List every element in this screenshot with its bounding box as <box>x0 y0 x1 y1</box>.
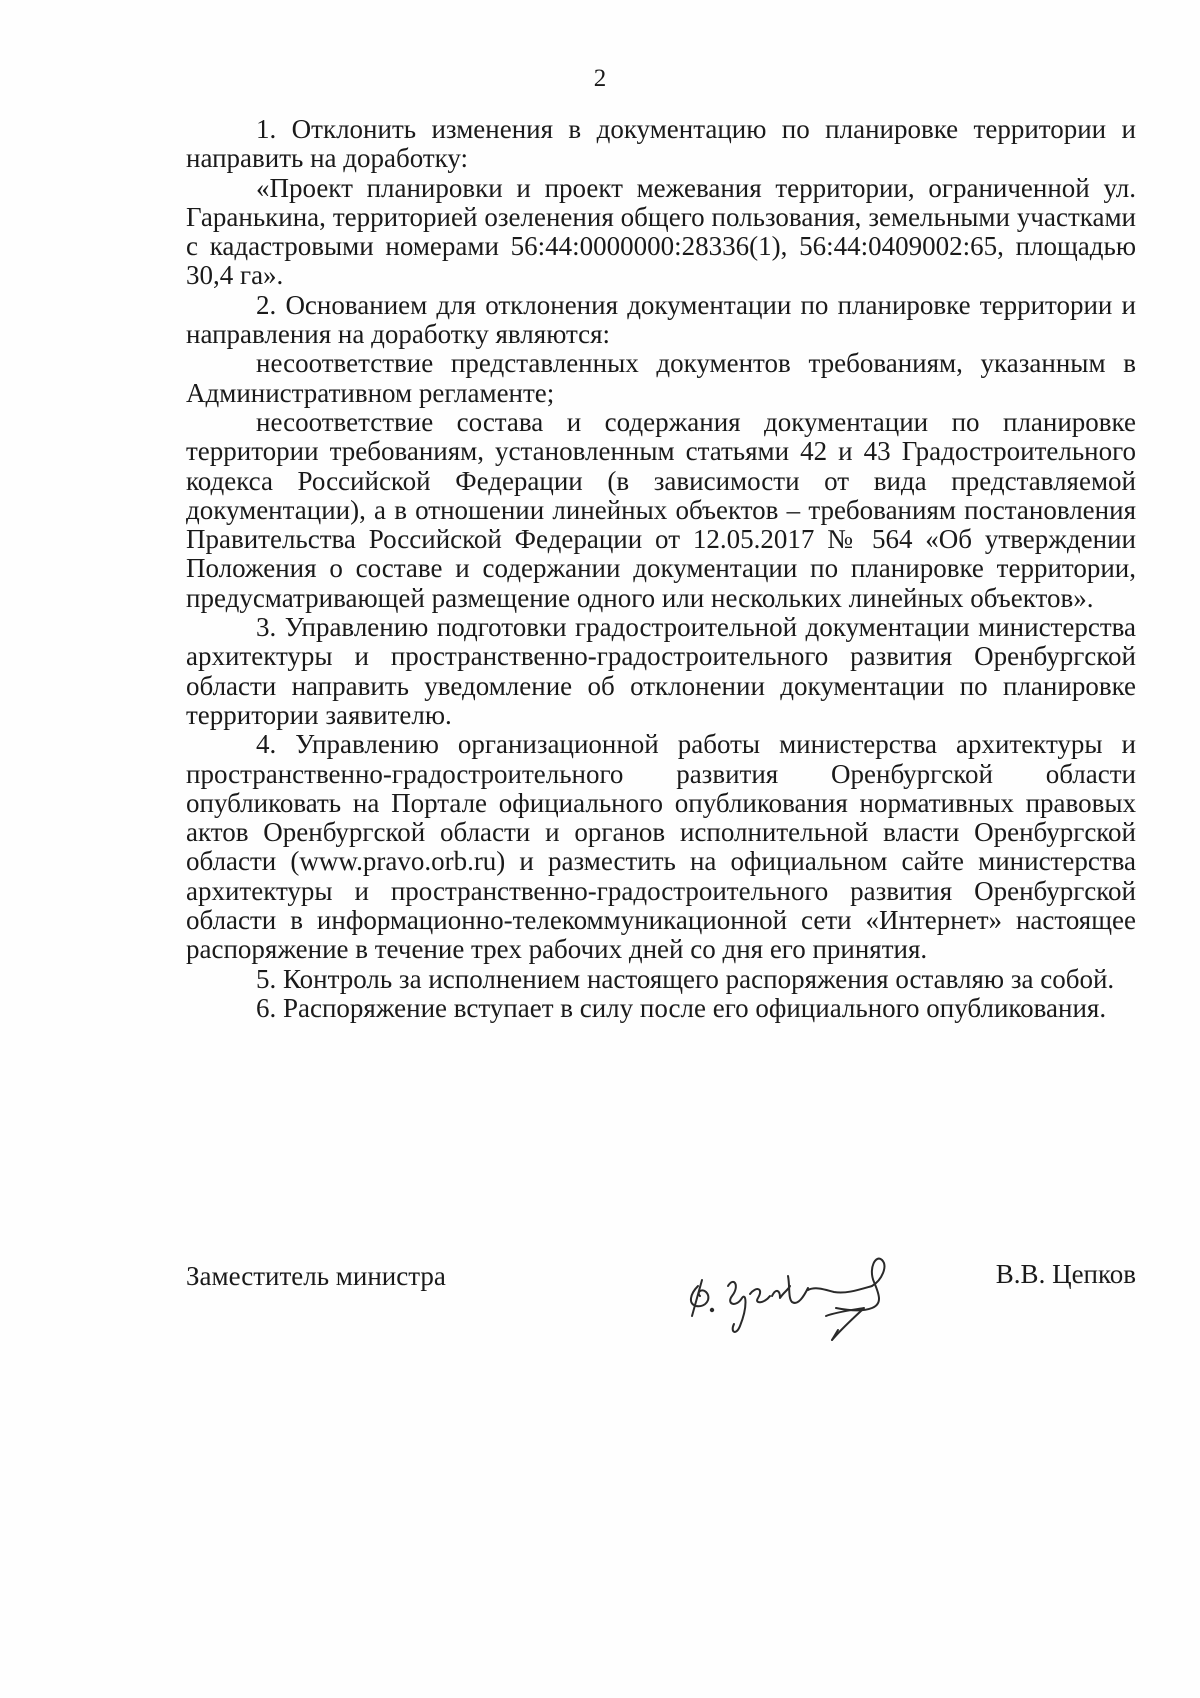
paragraph-3: 3. Управлению подготовки градостроительной документации министерства архитектуры и пространственно-градостроительного развития Оренбургской области направить уведомление об отклонении документации по планировке территории заявителю. <box>186 612 1136 730</box>
paragraph-5: 5. Контроль за исполнением настоящего распоряжения оставляю за собой. <box>256 963 1115 994</box>
paragraph-project-title: «Проект планировки и проект межевания территории, ограниченной ул. Гаранькина, территорией озеленения общего пользования, земельными участками с кадастровыми номерами 56:44:0000000:28336(1), 56:44:0409002:65, площадью 30,4 га». <box>186 172 1136 291</box>
handwritten-signature <box>676 1246 906 1346</box>
paragraph-4: 4. Управлению организационной работы министерства архитектуры и пространственно-градостроительного развития Оренбургской области опубликовать на Портале официального опубликования нормативных правовых актов Оренбургской области и органов исполнительной власти Оренбургской области (www.pravo.orb.ru) и разместить на официальном сайте министерства архитектуры и пространственно-градостроительного развития Оренбургской области в информационно-телекоммуникационной сети «Интернет» настоящее распоряжение в течение трех рабочих дней со дня его принятия. <box>186 729 1136 965</box>
paragraph-6: 6. Распоряжение вступает в силу после его официального опубликования. <box>256 992 1107 1023</box>
document-body <box>186 115 1136 1023</box>
page-number: 2 <box>593 65 607 92</box>
signatory-position: Заместитель министра <box>186 1261 446 1291</box>
paragraph-1: 1. Отклонить изменения в документацию по планировке территории и направить на доработку: <box>186 114 1136 174</box>
paragraph-2: 2. Основанием для отклонения документации по планировке территории и направления на доработку являются: <box>186 289 1136 350</box>
paragraph-reason-2: несоответствие состава и содержания документации по планировке территории требованиям, установленным статьями 42 и 43 Градостроительного кодекса Российской Федерации (в зависимости от вида представляемой документации), а в отношении линейных объектов – требованиям постановления Правительства Российской Федерации от 12.05.2017 № 564 «Об утверждении Положения о составе и содержании документации по планировке территории, предусматривающей размещение одного или нескольких линейных объектов». <box>186 406 1136 613</box>
signatory-name: В.В. Цепков <box>995 1259 1136 1289</box>
signature-block <box>186 1246 1136 1366</box>
paragraph-reason-1: несоответствие представленных документов требованиям, указанным в Административном регламенте; <box>186 348 1136 408</box>
